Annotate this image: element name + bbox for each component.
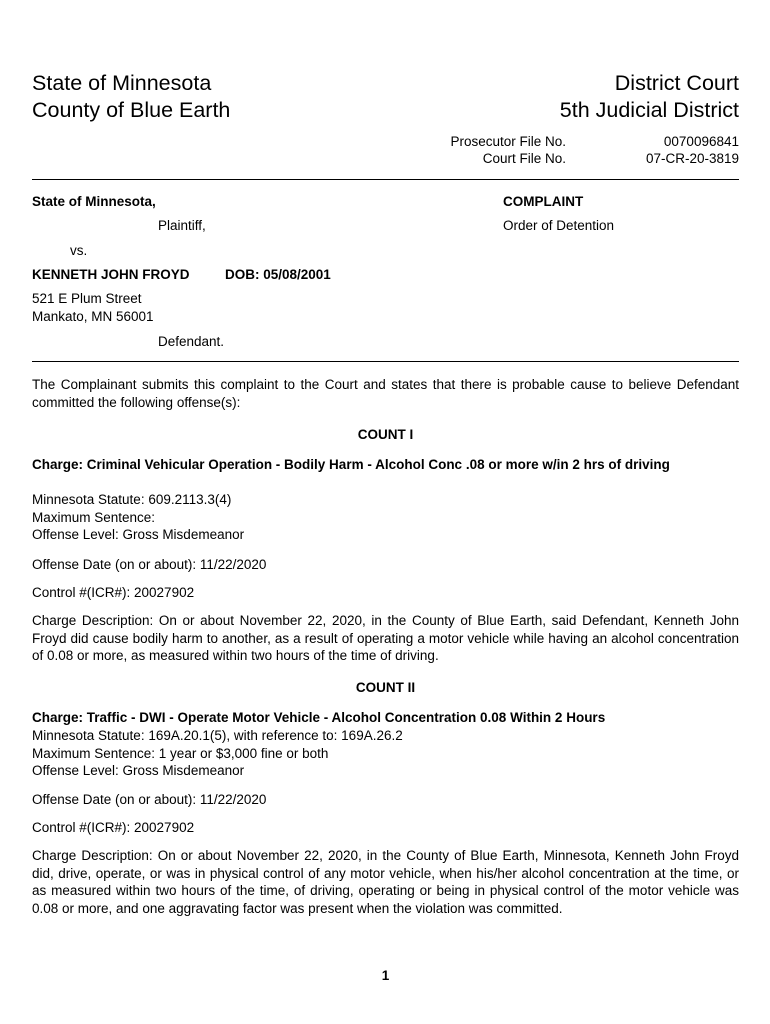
count-1-details (32, 491, 739, 544)
file-number-labels (420, 133, 566, 167)
district-name: 5th Judicial District (559, 98, 739, 122)
count-2-offense-level: Offense Level: Gross Misdemeanor (32, 763, 245, 778)
plaintiff-role: Plaintiff, (158, 218, 206, 233)
count-2-max-sentence: Maximum Sentence: 1 year or $3,000 fine or both (32, 745, 329, 761)
count-1-control-number: Control #(ICR#): 20027902 (32, 585, 195, 600)
court-name: District Court (614, 71, 739, 95)
count-1-description: Charge Description: On or about November 22, 2020, in the County of Blue Earth, said Defendant, Kenneth John Froyd did cause bodily harm to another, as a result of operating a motor vehicle while having an alcohol concentration of 0.08 or more, as measured within two hours of the time of driving. (32, 613, 739, 663)
count-2-control-number: Control #(ICR#): 20027902 (32, 820, 195, 835)
file-number-values (646, 133, 739, 167)
count-1-heading: COUNT I (357, 427, 414, 442)
count-1-offense-date: Offense Date (on or about): 11/22/2020 (32, 557, 267, 572)
count-2-offense-date: Offense Date (on or about): 11/22/2020 (32, 792, 267, 807)
count-2-charge: Charge: Traffic - DWI - Operate Motor Vehicle - Alcohol Concentration 0.08 Within 2 Hours (32, 710, 606, 725)
county-name: County of Blue Earth (32, 98, 231, 122)
order-type: Order of Detention (503, 218, 615, 233)
count-1-max-sentence: Maximum Sentence: (32, 509, 156, 525)
address-line-2: Mankato, MN 56001 (32, 309, 154, 324)
page-number: 1 (381, 968, 390, 983)
header-divider (32, 179, 739, 180)
prosecutor-file-number: 0070096841 (663, 134, 739, 149)
document-type: COMPLAINT (503, 194, 584, 209)
court-block (560, 70, 739, 124)
plaintiff-name: State of Minnesota, (32, 194, 156, 209)
count-1-statute: Minnesota Statute: 609.2113.3(4) (32, 492, 232, 507)
count-2-description: Charge Description: On or about November 22, 2020, in the County of Blue Earth, Minnesota, Kenneth John Froyd did, drive, operate, or was in physical control of any motor vehicle, when his/her alcohol concentration at the time, or as measured within two hours of the time, of driving, operating or being in physical control of the motor vehicle was 0.08 or more, and one aggravating factor was present when the violation was committed. (32, 848, 739, 916)
defendant-role: Defendant. (158, 334, 225, 349)
state-name: State of Minnesota (32, 71, 212, 95)
prosecutor-file-label: Prosecutor File No. (450, 134, 566, 149)
caption-divider (32, 361, 739, 362)
court-file-number: 07-CR-20-3819 (645, 151, 739, 166)
count-1-charge: Charge: Criminal Vehicular Operation - Bodily Harm - Alcohol Conc .08 or more w/in 2 hrs of driving (32, 457, 670, 472)
versus-label: vs. (70, 243, 88, 258)
address-line-1: 521 E Plum Street (32, 291, 142, 306)
count-2-heading: COUNT II (355, 680, 416, 695)
court-file-label: Court File No. (482, 151, 566, 166)
count-1-offense-level: Offense Level: Gross Misdemeanor (32, 527, 245, 542)
intro-paragraph: The Complainant submits this complaint to the Court and states that there is probable cause to believe Defendant committed the following offense(s): (32, 377, 739, 410)
jurisdiction-block (32, 70, 230, 124)
defendant-name: KENNETH JOHN FROYD (32, 267, 190, 282)
defendant-dob: DOB: 05/08/2001 (225, 267, 331, 282)
count-2-details (32, 727, 739, 780)
count-2-statute: Minnesota Statute: 169A.20.1(5), with reference to: 169A.26.2 (32, 728, 403, 743)
